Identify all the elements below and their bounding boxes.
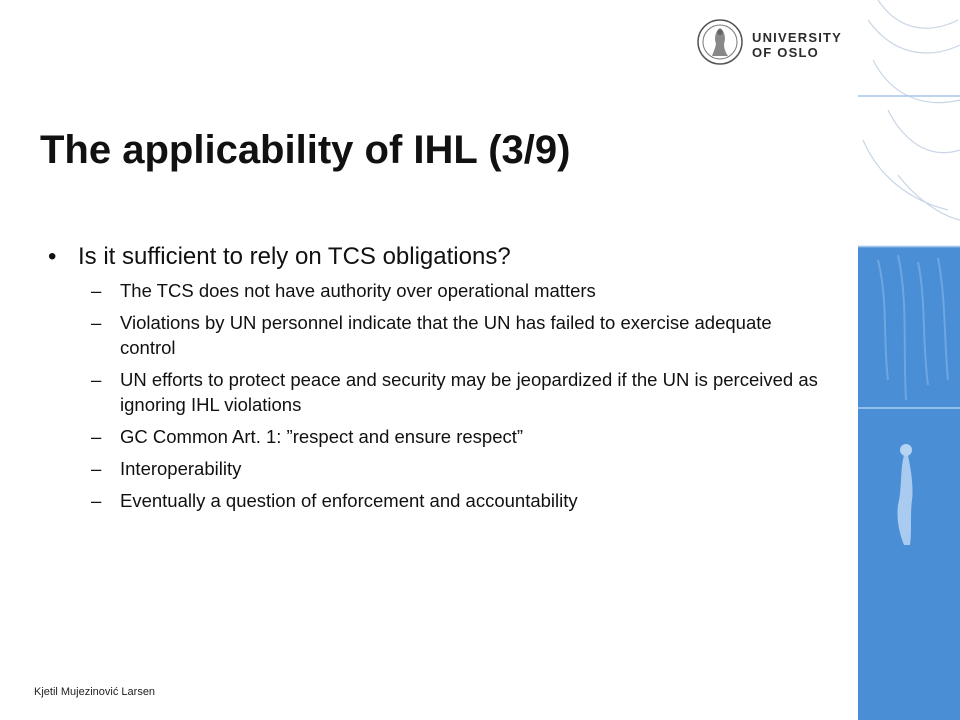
- bullet-marker: •: [48, 243, 57, 270]
- dash-marker: –: [91, 280, 102, 301]
- dash-marker: –: [91, 490, 102, 511]
- sub-bullet: [50, 456, 820, 481]
- sub-bullet-text: Violations by UN personnel indicate that the UN has failed to exercise adequate control: [120, 312, 772, 358]
- university-name-line2: OF OSLO: [752, 45, 819, 60]
- sub-bullet: [50, 367, 820, 417]
- slide-content: [50, 242, 820, 520]
- apollo-watermark-icon: [858, 0, 960, 720]
- dash-marker: –: [91, 458, 102, 479]
- university-logo: [696, 18, 856, 70]
- sub-bullet-text: The TCS does not have authority over operational matters: [120, 280, 596, 301]
- sub-bullet-text: Interoperability: [120, 458, 242, 479]
- sub-bullet-text: GC Common Art. 1: ”respect and ensure respect”: [120, 426, 524, 447]
- sub-bullet: [50, 488, 820, 513]
- sub-bullet: [50, 278, 820, 303]
- sub-bullet: [50, 310, 820, 360]
- dash-marker: –: [91, 369, 102, 390]
- dash-marker: –: [91, 426, 102, 447]
- dash-marker: –: [91, 312, 102, 333]
- footer-author: Kjetil Mujezinović Larsen: [34, 686, 156, 698]
- sub-bullet-list: [50, 278, 820, 513]
- sub-bullet: [50, 424, 820, 449]
- main-bullet-text: Is it sufficient to rely on TCS obligations?: [78, 243, 511, 270]
- decorative-side-panel: [858, 0, 960, 720]
- slide-title: The applicability of IHL (3/9): [40, 128, 571, 172]
- university-name-line1: UNIVERSITY: [752, 30, 843, 45]
- sub-bullet-text: UN efforts to protect peace and security may be jeopardized if the UN is perceived as ignoring IHL violations: [120, 369, 818, 415]
- university-seal-icon: [696, 18, 744, 66]
- main-bullet: [50, 242, 820, 272]
- sub-bullet-text: Eventually a question of enforcement and accountability: [120, 490, 578, 511]
- university-name: [752, 30, 842, 60]
